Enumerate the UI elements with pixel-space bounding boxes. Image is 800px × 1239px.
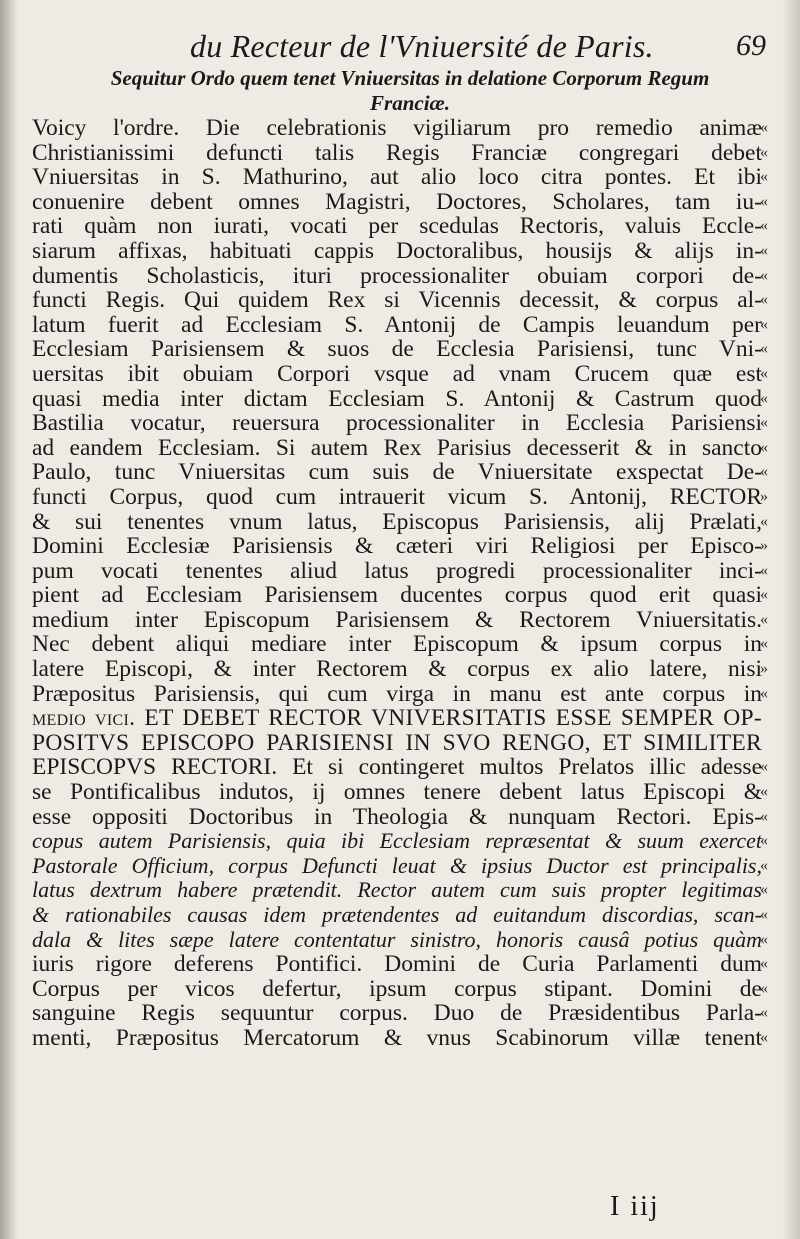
quote-mark: « xyxy=(760,955,768,973)
quote-mark: « xyxy=(760,438,768,456)
quote-mark: « xyxy=(760,389,768,407)
section-title xyxy=(40,66,780,116)
running-head xyxy=(0,26,800,66)
text-line: conuenire debent omnes Magistri, Doctores, Scholares, tam iu- xyxy=(32,188,762,215)
signature-mark: I iij xyxy=(610,1191,660,1222)
quote-mark: « xyxy=(760,340,768,358)
page-left-shadow xyxy=(0,0,18,1239)
text-line: pum vocati tenentes aliud latus progredi processionaliter inci- xyxy=(32,557,762,584)
section-title-line-1: Sequitur Ordo quem tenet Vniuersitas in delatione Corporum Regum xyxy=(110,66,710,90)
text-line: Domini Ecclesiæ Parisiensis & cæteri viri Religiosi per Episco- xyxy=(32,533,762,560)
quote-mark: » xyxy=(760,660,768,678)
text-line: functi Corpus, quod cum intrauerit vicum S. Antonij, RECTOR xyxy=(32,483,762,510)
section-title-line-2: Franciæ. xyxy=(370,91,450,115)
text-line: copus autem Parisiensis, quia ibi Ecclesiam repræsentat & suum exercet xyxy=(32,828,762,854)
text-line: se Pontificalibus indutos, ij omnes tenere debent latus Episcopi & xyxy=(32,779,762,806)
page-number: 69 xyxy=(736,29,766,62)
running-title: du Recteur de l'Vniuersité de Paris. xyxy=(190,28,654,64)
quote-mark: » xyxy=(760,487,768,505)
body-text xyxy=(32,116,762,1051)
text-line: esse oppositi Doctoribus in Theologia & nunquam Rectori. Epis- xyxy=(32,803,762,830)
margin-quote-marks xyxy=(760,116,788,1051)
text-line: medium inter Episcopum Parisiensem & Rectorem Vniuersitatis. xyxy=(32,606,762,633)
text-line: rati quàm non iurati, vocati per scedulas Rectoris, valuis Eccle- xyxy=(32,213,762,240)
quote-mark: « xyxy=(760,807,768,825)
text-line: Paulo, tunc Vniuersitas cum suis de Vniuersitate exspectat De- xyxy=(32,459,762,486)
text-line: & sui tenentes vnum latus, Episcopus Parisiensis, alij Prælati, xyxy=(32,508,762,535)
text-line: latere Episcopi, & inter Rectorem & corpus ex alio latere, nisi xyxy=(32,656,762,683)
quote-mark: « xyxy=(760,906,768,923)
quote-mark: « xyxy=(760,1004,768,1022)
text-line: dala & lites sæpe latere contentatur sinistro, honoris causâ potius quàm xyxy=(32,926,762,952)
text-line: Nec debent aliqui mediare inter Episcopum & ipsum corpus in xyxy=(32,631,762,658)
quote-mark: « xyxy=(760,119,768,136)
text-line: pient ad Ecclesiam Parisiensem ducentes corpus quod erit quasi xyxy=(32,582,762,609)
text-line: Christianissimi defuncti talis Regis Franciæ congregari debet xyxy=(32,139,762,166)
quote-mark: « xyxy=(760,979,768,997)
text-line: dumentis Scholasticis, ituri processionaliter obuiam corpori de- xyxy=(32,262,762,289)
quote-mark: « xyxy=(760,856,768,874)
quote-mark: « xyxy=(760,414,768,432)
text-line: Vniuersitas in S. Mathurino, aut alio loco citra pontes. Et ibi xyxy=(32,164,762,191)
text-line: EPISCOPVS RECTORI. Et si contingeret multos Prelatos illic adesse xyxy=(32,754,762,781)
quote-mark: « xyxy=(760,512,768,530)
text-line: Corpus per vicos defertur, ipsum corpus stipant. Domini de xyxy=(32,975,762,1002)
text-line: Pastorale Officium, corpus Defuncti leuat & ipsius Ductor est principalis, xyxy=(32,852,762,878)
text-line: Bastilia vocatur, reuersura processionaliter in Ecclesia Parisiensi xyxy=(32,410,762,437)
text-line: Præpositus Parisiensis, qui cum virga in manu est ante corpus in xyxy=(32,680,762,707)
quote-mark: « xyxy=(760,168,768,186)
text-line: siarum affixas, habituati cappis Doctoralibus, housijs & alijs in- xyxy=(32,237,762,264)
quote-mark: « xyxy=(760,192,768,210)
text-line: quasi media inter dictam Ecclesiam S. Antonij & Castrum quod xyxy=(32,385,762,412)
quote-mark xyxy=(760,706,788,731)
quote-mark: « xyxy=(760,143,768,161)
quote-mark: « xyxy=(760,364,768,382)
quote-mark: « xyxy=(760,783,768,801)
quote-mark: « xyxy=(760,832,768,850)
quote-mark: « xyxy=(760,315,768,333)
quote-mark: « xyxy=(760,758,768,776)
quote-mark xyxy=(760,731,788,756)
text-line: medio vici. ET DEBET RECTOR VNIVERSITATIS ESSE SEMPER OP- xyxy=(32,705,762,732)
quote-mark: « xyxy=(760,684,768,702)
quote-mark: « xyxy=(760,930,768,948)
text-line: sanguine Regis sequuntur corpus. Duo de Præsidentibus Parla- xyxy=(32,1000,762,1027)
text-line: POSITVS EPISCOPO PARISIENSI IN SVO RENGO, ET SIMILITER xyxy=(32,729,762,756)
quote-mark: « xyxy=(760,266,768,284)
quote-mark: » xyxy=(760,537,768,555)
quote-mark: « xyxy=(760,241,768,259)
text-line: menti, Præpositus Mercatorum & vnus Scabinorum villæ tenent xyxy=(32,1024,762,1051)
quote-mark: « xyxy=(760,291,768,309)
text-line: Ecclesiam Parisiensem & suos de Ecclesia Parisiensi, tunc Vni- xyxy=(32,336,762,363)
text-line: ad eandem Ecclesiam. Si autem Rex Parisius decesserit & in sancto xyxy=(32,434,762,461)
text-line: iuris rigore deferens Pontifici. Domini de Curia Parlamenti dum xyxy=(32,951,762,978)
quote-mark: « xyxy=(760,217,768,235)
text-line: latus dextrum habere prætendit. Rector autem cum suis propter legitimas xyxy=(32,877,762,903)
quote-mark: « xyxy=(760,561,768,579)
quote-mark: « xyxy=(760,635,768,653)
text-line: functi Regis. Qui quidem Rex si Vicennis decessit, & corpus al- xyxy=(32,287,762,314)
text-line: uersitas ibit obuiam Corpori vsque ad vnam Crucem quæ est xyxy=(32,360,762,387)
quote-mark: « xyxy=(760,610,768,628)
quote-mark: « xyxy=(760,586,768,604)
quote-mark: « xyxy=(760,1028,768,1046)
text-line: & rationabiles causas idem prætendentes ad euitandum discordias, scan- xyxy=(32,902,762,927)
quote-mark: « xyxy=(760,463,768,481)
text-line: latum fuerit ad Ecclesiam S. Antonij de Campis leuandum per xyxy=(32,311,762,338)
text-line: Voicy l'ordre. Die celebrationis vigiliarum pro remedio animæ xyxy=(32,115,762,141)
quote-mark: « xyxy=(760,881,768,899)
